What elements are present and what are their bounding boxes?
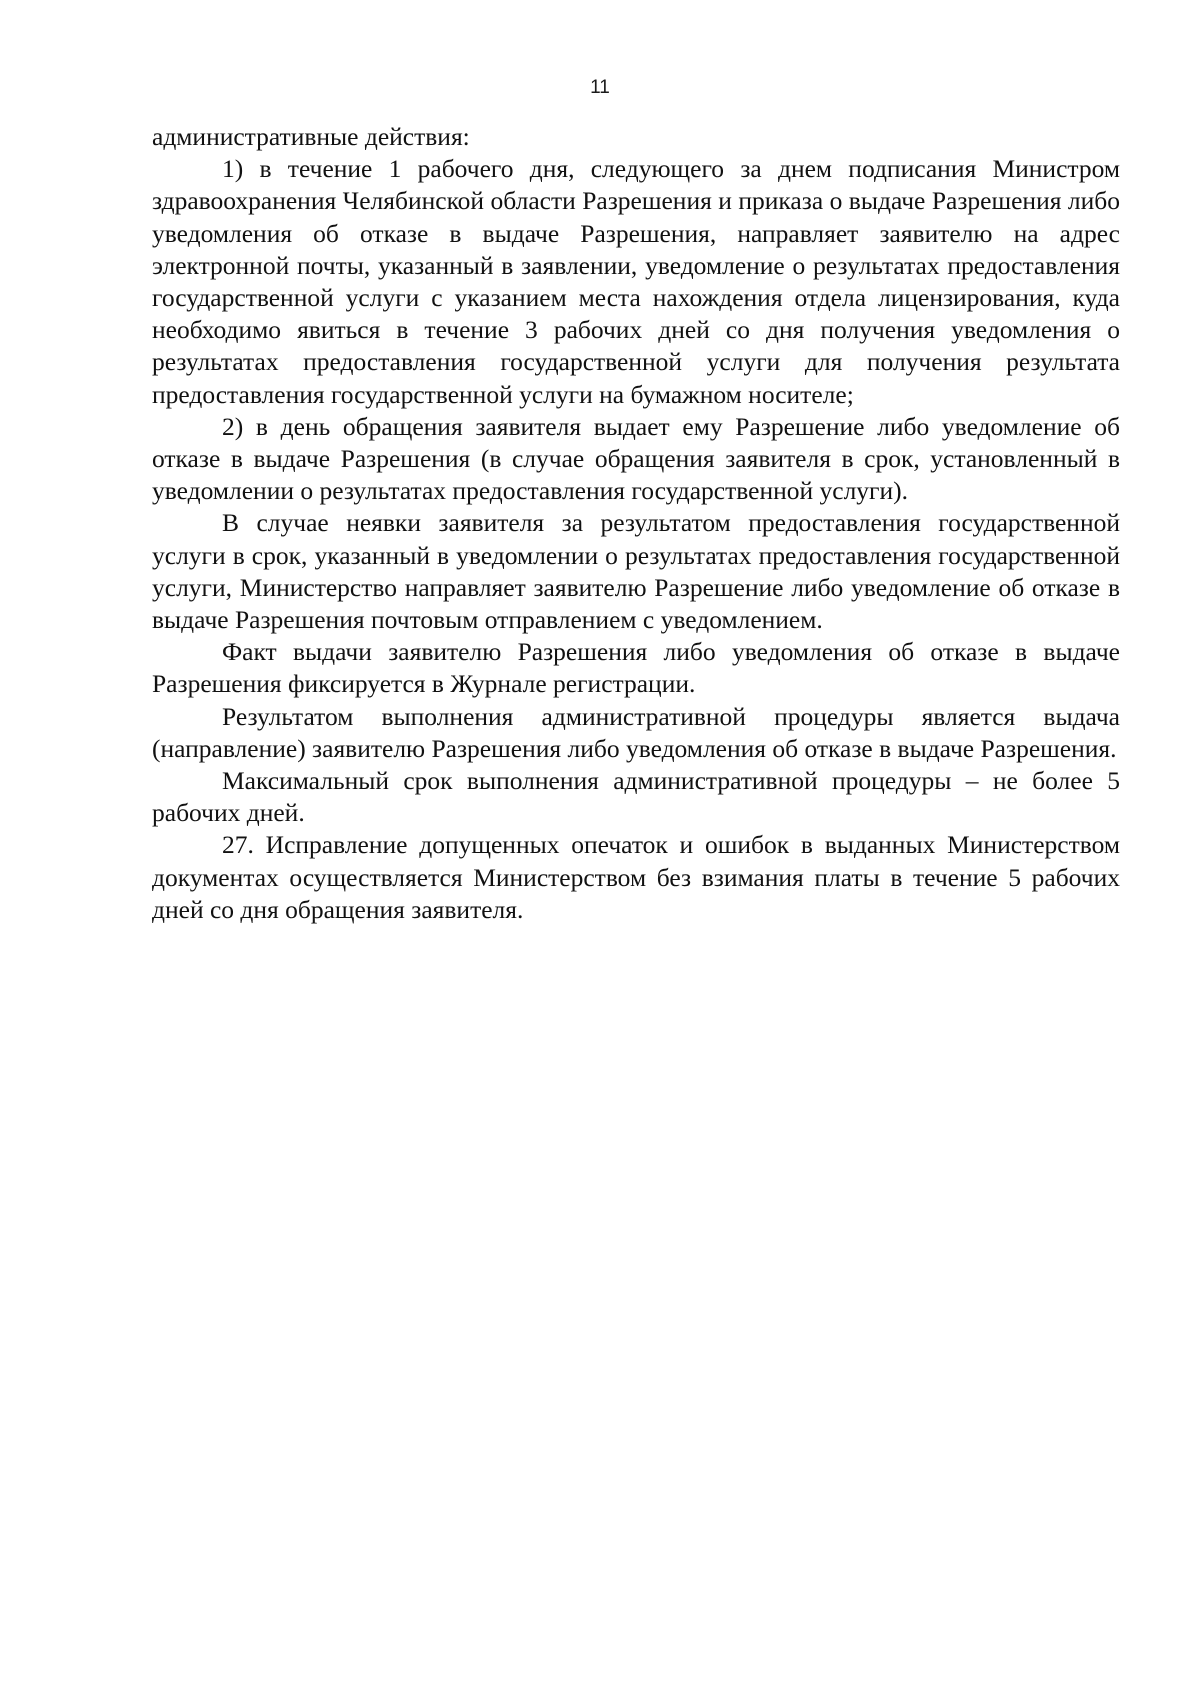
page-number: 11 xyxy=(590,77,610,98)
document-body xyxy=(152,121,1120,926)
paragraph-continuation: административные действия: xyxy=(152,122,470,151)
paragraph-item-1: 1) в течение 1 рабочего дня, следующего за днем подписания Министром здравоохранения Челябинской области Разрешения и приказа о выдаче Разрешения либо уведомления об отказе в выдаче Разрешения, направляет заявителю на адрес электронной почты, указанный в заявлении, уведомление о результатах предоставления государственной услуги с указанием места нахождения отдела лицензирования, куда необходимо явиться в течение 3 рабочих дней со дня получения уведомления о результатах предоставления государственной услуги для получения результата предоставления государственной услуги на бумажном носителе; xyxy=(152,154,1120,409)
paragraph-item-2: 2) в день обращения заявителя выдает ему Разрешение либо уведомление об отказе в выдаче Разрешения (в случае обращения заявителя в срок, установленный в уведомлении о результатах предоставления государственной услуги). xyxy=(152,411,1120,506)
paragraph-max-term: Максимальный срок выполнения административной процедуры – не более 5 рабочих дней. xyxy=(152,766,1120,828)
paragraph-item-27: 27. Исправление допущенных опечаток и ошибок в выданных Министерством документах осуществляется Министерством без взимания платы в течение 5 рабочих дней со дня обращения заявителя. xyxy=(152,830,1120,924)
paragraph-non-appearance: В случае неявки заявителя за результатом предоставления государственной услуги в срок, указанный в уведомлении о результатах предоставления государственной услуги, Министерство направляет заявителю Разрешение либо уведомление об отказе в выдаче Разрешения почтовым отправлением с уведомлением. xyxy=(152,508,1120,635)
paragraph-result: Результатом выполнения административной процедуры является выдача (направление) заявителю Разрешения либо уведомления об отказе в выдаче Разрешения. xyxy=(152,701,1120,763)
paragraph-registration: Факт выдачи заявителю Разрешения либо уведомления об отказе в выдаче Разрешения фиксируется в Журнале регистрации. xyxy=(152,637,1120,699)
